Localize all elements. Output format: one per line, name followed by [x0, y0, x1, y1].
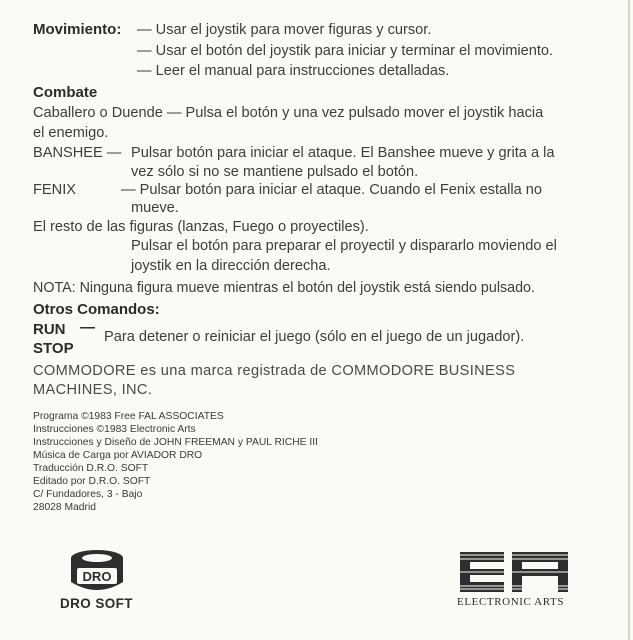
- knight-line: Caballero o Duende — Pulsa el botón y una vez pulsado mover el joystik hacia: [33, 105, 544, 121]
- run-dash: —: [80, 319, 95, 336]
- credit-line: C/ Fundadores, 3 - Bajo: [33, 489, 143, 500]
- movement-line: — Leer el manual para instrucciones detalladas.: [137, 63, 450, 79]
- credit-line: Música de Carga por AVIADOR DRO: [33, 450, 203, 461]
- trademark-line: COMMODORE es una marca registrada de COMMODORE BUSINESS: [33, 363, 516, 379]
- run-key: RUN: [33, 321, 66, 338]
- dro-mark-text: DRO: [82, 569, 112, 584]
- banshee-label: BANSHEE —: [33, 145, 122, 161]
- credit-line: Instrucciones y Diseño de JOHN FREEMAN y PAUL RICHE III: [33, 437, 318, 448]
- fenix-line: mueve.: [131, 200, 179, 216]
- knight-line: el enemigo.: [33, 125, 109, 141]
- banshee-line: Pulsar botón para iniciar el ataque. El Banshee mueve y grita a la: [131, 145, 555, 161]
- movement-line: — Usar el joystik para mover figuras y cursor.: [137, 22, 432, 38]
- rest-line: El resto de las figuras (lanzas, Fuego o proyectiles).: [33, 219, 369, 235]
- credit-line: 28028 Madrid: [33, 502, 96, 513]
- dro-soft-label: DRO SOFT: [60, 596, 133, 611]
- ea-label: ELECTRONIC ARTS: [457, 596, 565, 608]
- credits-block: [33, 410, 318, 514]
- trademark-line: MACHINES, INC.: [33, 382, 153, 398]
- stop-key: STOP: [33, 340, 74, 357]
- movement-line: — Usar el botón del joystik para iniciar y terminar el movimiento.: [137, 43, 554, 59]
- page-edge: [628, 0, 630, 640]
- combat-heading: Combate: [33, 84, 98, 101]
- banshee-line: vez sólo si no se mantiene pulsado el botón.: [131, 164, 419, 180]
- ea-logo-icon: [456, 550, 572, 594]
- runstop-desc: Para detener o reiniciar el juego (sólo en el juego de un jugador).: [104, 329, 525, 345]
- dro-logo-icon: [66, 548, 128, 594]
- credit-line: Editado por D.R.O. SOFT: [33, 476, 151, 487]
- note-line: NOTA: Ninguna figura mueve mientras el botón del joystik está siendo pulsado.: [33, 280, 535, 296]
- credit-line: Programa ©1983 Free FAL ASSOCIATES: [33, 411, 224, 422]
- rest-line: Pulsar el botón para preparar el proyectil y dispararlo moviendo el: [131, 238, 557, 254]
- credit-line: Instrucciones ©1983 Electronic Arts: [33, 424, 196, 435]
- fenix-label: FENIX: [33, 182, 76, 198]
- rest-line: joystik en la dirección derecha.: [131, 258, 331, 274]
- fenix-line: — Pulsar botón para iniciar el ataque. Cuando el Fenix estalla no: [121, 182, 543, 198]
- credit-line: Traducción D.R.O. SOFT: [33, 463, 149, 474]
- other-heading: Otros Comandos:: [33, 301, 160, 318]
- movement-heading: Movimiento:: [33, 21, 122, 38]
